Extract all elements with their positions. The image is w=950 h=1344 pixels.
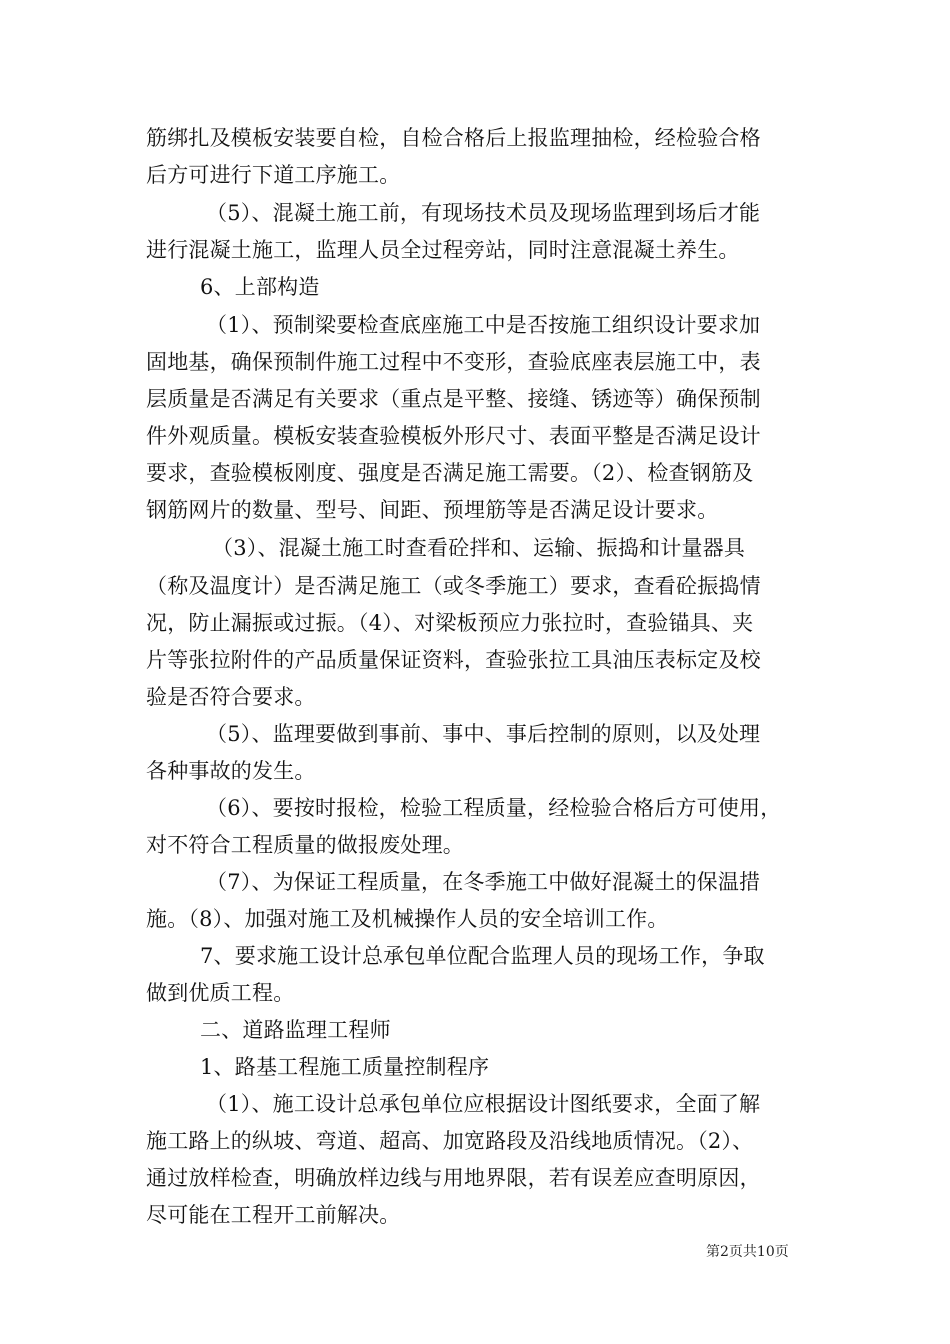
text-line: 片等张拉附件的产品质量保证资料，查验张拉工具油压表标定及校 <box>146 648 761 672</box>
text-line: 对不符合工程质量的做报废处理。 <box>146 833 464 857</box>
text-line: （7）、为保证工程质量，在冬季施工中做好混凝土的保温措 <box>206 870 761 894</box>
section-heading: 6、上部构造 <box>200 275 320 299</box>
text-line: 验是否符合要求。 <box>146 685 316 709</box>
text-line: （3）、混凝土施工时查看砼拌和、运输、振捣和计量器具 <box>212 536 746 560</box>
text-line: 后方可进行下道工序施工。 <box>146 163 401 187</box>
text-line: 筋绑扎及模板安装要自检，自检合格后上报监理抽检，经检验合格 <box>146 126 761 150</box>
section-heading: 1、路基工程施工质量控制程序 <box>200 1055 490 1079</box>
text-line: 要求，查验模板刚度、强度是否满足施工需要。（2）、检查钢筋及 <box>146 461 754 485</box>
text-line: 7、要求施工设计总承包单位配合监理人员的现场工作，争取 <box>200 944 765 968</box>
text-line: 通过放样检查，明确放样边线与用地界限，若有误差应查明原因， <box>146 1166 761 1190</box>
text-line: （5）、监理要做到事前、事中、事后控制的原则，以及处理 <box>206 722 761 746</box>
text-line: （称及温度计）是否满足施工（或冬季施工）要求，查看砼振捣情 <box>146 574 761 598</box>
text-line: 件外观质量。模板安装查验模板外形尺寸、表面平整是否满足设计 <box>146 424 761 448</box>
text-line: 钢筋网片的数量、型号、间距、预埋筋等是否满足设计要求。 <box>146 498 719 522</box>
text-line: 况，防止漏振或过振。（4）、对梁板预应力张拉时，查验锚具、夹 <box>146 611 754 635</box>
section-heading: 二、道路监理工程师 <box>200 1018 391 1042</box>
text-line: 进行混凝土施工，监理人员全过程旁站，同时注意混凝土养生。 <box>146 238 740 262</box>
text-line: （5）、混凝土施工前，有现场技术员及现场监理到场后才能 <box>206 201 761 225</box>
text-line: 尽可能在工程开工前解决。 <box>146 1203 401 1227</box>
text-line: （1）、施工设计总承包单位应根据设计图纸要求，全面了解 <box>206 1092 761 1116</box>
text-line: 层质量是否满足有关要求（重点是平整、接缝、锈迹等）确保预制 <box>146 387 761 411</box>
text-line: （6）、要按时报检，检验工程质量，经检验合格后方可使用， <box>206 796 782 820</box>
text-line: 各种事故的发生。 <box>146 759 316 783</box>
text-line: 固地基，确保预制件施工过程中不变形，查验底座表层施工中，表 <box>146 350 761 374</box>
text-line: 施。（8）、加强对施工及机械操作人员的安全培训工作。 <box>146 907 669 931</box>
text-line: 做到优质工程。 <box>146 981 295 1005</box>
page-number-footer: 第2页共10页 <box>706 1244 789 1260</box>
text-line: 施工路上的纵坡、弯道、超高、加宽路段及沿线地质情况。（2）、 <box>146 1129 754 1153</box>
text-line: （1）、预制梁要检查底座施工中是否按施工组织设计要求加 <box>206 313 761 337</box>
